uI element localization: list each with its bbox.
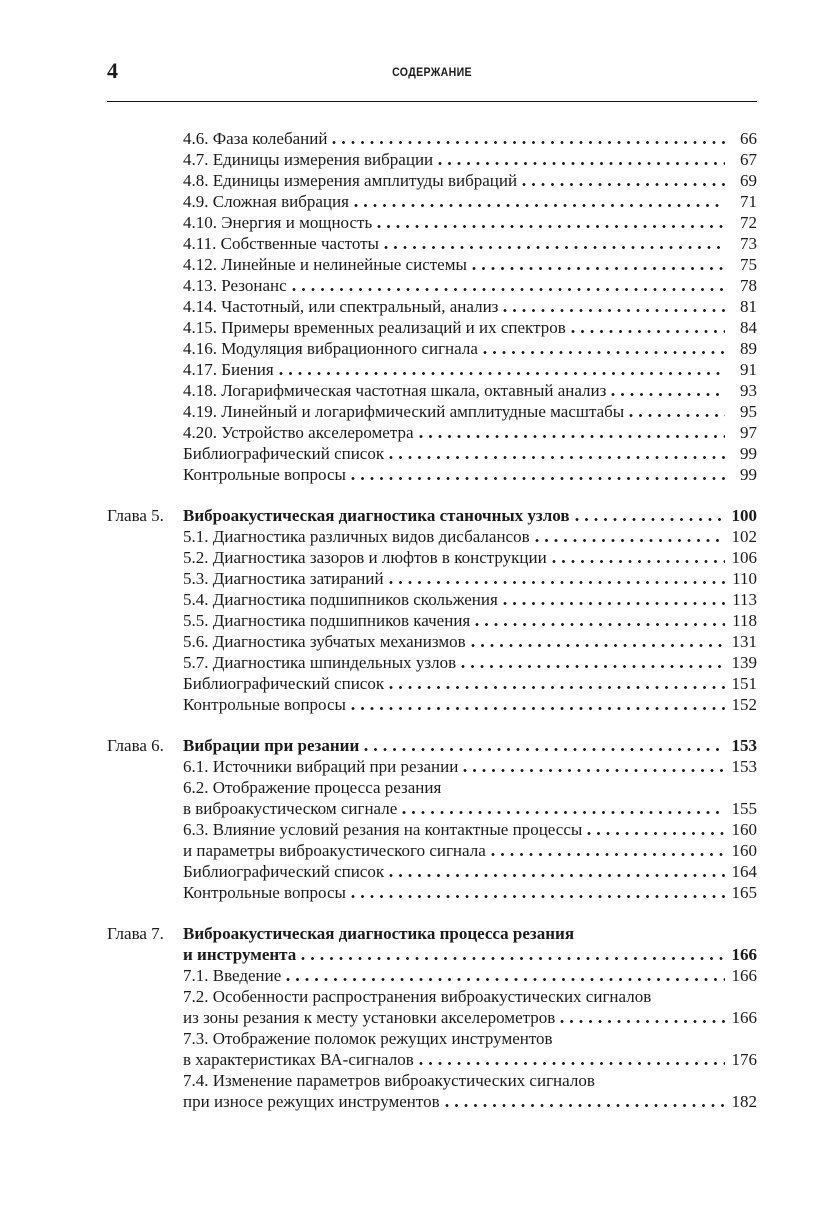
dot-leader (656, 998, 753, 1003)
dot-leader (491, 852, 725, 857)
entry-page-number: 164 (731, 862, 757, 881)
toc-row (107, 965, 757, 986)
toc-row (107, 923, 757, 944)
chapter-label: Глава 7. (107, 924, 164, 943)
toc-row (107, 944, 757, 965)
dot-leader (389, 685, 725, 690)
entry-title: в характеристиках ВА-сигналов (183, 1050, 414, 1069)
entry-page-number: 110 (732, 569, 757, 588)
entry-title: Вибрации при резании (183, 736, 360, 755)
dot-leader (351, 476, 725, 481)
entry-title: 7.3. Отображение поломок режущих инструментов (183, 1029, 553, 1048)
toc-row (107, 1007, 757, 1028)
entry-page-number: 182 (731, 1092, 757, 1111)
dot-leader (535, 538, 725, 543)
toc-section (107, 923, 757, 1112)
entry-title: 4.14. Частотный, или спектральный, анализ (183, 297, 499, 316)
entry-title: 4.7. Единицы измерения вибрации (183, 150, 434, 169)
toc-row (107, 568, 757, 589)
dot-leader (463, 768, 725, 773)
folio-page-number: 4 (107, 58, 118, 83)
page-header (107, 58, 757, 84)
toc-row (107, 464, 757, 485)
toc-row (107, 170, 757, 191)
entry-page-number: 131 (731, 632, 757, 651)
chapter-label: Глава 6. (107, 736, 164, 755)
entry-title: и параметры виброакустического сигнала (183, 841, 486, 860)
toc-row (107, 631, 757, 652)
entry-page-number: 166 (731, 945, 757, 964)
entry-page-number: 67 (740, 150, 757, 169)
entry-title: 5.6. Диагностика зубчатых механизмов (183, 632, 466, 651)
dot-leader (292, 287, 725, 292)
entry-page-number: 139 (731, 653, 757, 672)
dot-leader (384, 245, 725, 250)
toc-section (107, 735, 757, 903)
entry-title: 7.4. Изменение параметров виброакустических сигналов (183, 1071, 595, 1090)
entry-page-number: 151 (731, 674, 757, 693)
toc-row (107, 673, 757, 694)
toc-section (107, 505, 757, 715)
toc-row (107, 547, 757, 568)
entry-page-number: 153 (731, 757, 757, 776)
dot-leader (354, 203, 725, 208)
toc-row (107, 589, 757, 610)
entry-page-number: 99 (740, 444, 757, 463)
toc-row (107, 191, 757, 212)
entry-page-number: 95 (740, 402, 757, 421)
entry-page-number: 118 (732, 611, 757, 630)
dot-leader (351, 894, 725, 899)
entry-title: 5.2. Диагностика зазоров и люфтов в конструкции (183, 548, 547, 567)
dot-leader (461, 664, 725, 669)
entry-title: Виброакустическая диагностика процесса резания (183, 924, 575, 943)
entry-page-number: 72 (740, 213, 757, 232)
dot-leader (286, 977, 725, 982)
toc-row (107, 861, 757, 882)
dot-leader (445, 1103, 725, 1108)
toc-row (107, 212, 757, 233)
entry-title: Библиографический список (183, 444, 385, 463)
entry-page-number: 100 (731, 506, 757, 525)
entry-title: Виброакустическая диагностика станочных узлов (183, 506, 570, 525)
toc-list (107, 128, 757, 1112)
toc-row (107, 840, 757, 861)
toc-row (107, 756, 757, 777)
toc-row (107, 694, 757, 715)
dot-leader (389, 873, 725, 878)
entry-title: 6.2. Отображение процесса резания (183, 778, 442, 797)
entry-page-number: 160 (731, 820, 757, 839)
entry-title: 4.16. Модуляция вибрационного сигнала (183, 339, 478, 358)
entry-page-number: 66 (740, 129, 757, 148)
toc-row (107, 422, 757, 443)
entry-title: 7.2. Особенности распространения виброакустических сигналов (183, 987, 652, 1006)
entry-page-number: 153 (731, 736, 757, 755)
entry-title: 5.4. Диагностика подшипников скольжения (183, 590, 498, 609)
dot-leader (558, 1040, 753, 1045)
dot-leader (419, 1061, 725, 1066)
dot-leader (389, 580, 725, 585)
entry-title: 4.18. Логарифмическая частотная шкала, октавный анализ (183, 381, 607, 400)
dot-leader (364, 747, 725, 752)
entry-page-number: 84 (740, 318, 757, 337)
dot-leader (402, 810, 725, 815)
entry-page-number: 106 (731, 548, 757, 567)
dot-leader (446, 789, 753, 794)
dot-leader (579, 935, 753, 940)
entry-title: 4.19. Линейный и логарифмический амплитудные масштабы (183, 402, 625, 421)
entry-page-number: 89 (740, 339, 757, 358)
entry-title: 4.15. Примеры временных реализаций и их спектров (183, 318, 566, 337)
entry-title: и инструмента (183, 945, 297, 964)
entry-page-number: 69 (740, 171, 757, 190)
entry-title: из зоны резания к месту установки акселерометров (183, 1008, 556, 1027)
entry-title: 4.9. Сложная вибрация (183, 192, 349, 211)
toc-row (107, 819, 757, 840)
entry-page-number: 176 (731, 1050, 757, 1069)
dot-leader (332, 140, 725, 145)
chapter-label: Глава 5. (107, 506, 164, 525)
entry-page-number: 166 (731, 1008, 757, 1027)
entry-title: Библиографический список (183, 862, 385, 881)
dot-leader (438, 161, 725, 166)
toc-row (107, 1028, 757, 1049)
dot-leader (377, 224, 725, 229)
toc-row (107, 149, 757, 170)
entry-title: 4.10. Энергия и мощность (183, 213, 373, 232)
entry-page-number: 165 (731, 883, 757, 902)
entry-page-number: 91 (740, 360, 757, 379)
toc-row (107, 526, 757, 547)
toc-row (107, 1049, 757, 1070)
entry-title: в виброакустическом сигнале (183, 799, 398, 818)
entry-title: 7.1. Введение (183, 966, 282, 985)
toc-row (107, 338, 757, 359)
entry-page-number: 102 (731, 527, 757, 546)
entry-title: 4.17. Биения (183, 360, 274, 379)
entry-title: 4.6. Фаза колебаний (183, 129, 328, 148)
entry-page-number: 75 (740, 255, 757, 274)
toc-row (107, 275, 757, 296)
toc-row (107, 359, 757, 380)
dot-leader (629, 413, 725, 418)
dot-leader (472, 266, 725, 271)
dot-leader (483, 350, 725, 355)
entry-page-number: 166 (731, 966, 757, 985)
entry-title: Контрольные вопросы (183, 883, 346, 902)
dot-leader (301, 956, 725, 961)
toc-row (107, 986, 757, 1007)
toc-row (107, 296, 757, 317)
entry-title: 5.5. Диагностика подшипников качения (183, 611, 471, 630)
toc-row (107, 401, 757, 422)
toc-row (107, 798, 757, 819)
entry-title: 6.3. Влияние условий резания на контактные процессы (183, 820, 583, 839)
entry-title: 4.11. Собственные частоты (183, 234, 379, 253)
entry-title: 5.3. Диагностика затираний (183, 569, 384, 588)
dot-leader (475, 622, 725, 627)
toc-row (107, 1091, 757, 1112)
entry-page-number: 73 (740, 234, 757, 253)
entry-page-number: 160 (731, 841, 757, 860)
toc-row (107, 233, 757, 254)
dot-leader (600, 1082, 753, 1087)
header-rule (107, 101, 757, 102)
dot-leader (611, 392, 725, 397)
dot-leader (279, 371, 725, 376)
entry-page-number: 71 (740, 192, 757, 211)
entry-title: 6.1. Источники вибраций при резании (183, 757, 459, 776)
toc-row (107, 610, 757, 631)
toc-row (107, 777, 757, 798)
entry-title: 4.20. Устройство акселерометра (183, 423, 414, 442)
dot-leader (389, 455, 725, 460)
entry-title: при износе режущих инструментов (183, 1092, 440, 1111)
dot-leader (522, 182, 725, 187)
dot-leader (571, 329, 725, 334)
entry-page-number: 152 (731, 695, 757, 714)
running-header: СОДЕРЖАНИЕ (392, 65, 472, 79)
entry-title: Библиографический список (183, 674, 385, 693)
toc-row (107, 652, 757, 673)
dot-leader (351, 706, 725, 711)
entry-title: 4.13. Резонанс (183, 276, 287, 295)
dot-leader (503, 308, 725, 313)
toc-row (107, 505, 757, 526)
entry-page-number: 99 (740, 465, 757, 484)
page-content (107, 58, 757, 1112)
toc-row (107, 254, 757, 275)
entry-page-number: 78 (740, 276, 757, 295)
entry-page-number: 93 (740, 381, 757, 400)
toc-row (107, 735, 757, 756)
dot-leader (552, 559, 725, 564)
dot-leader (503, 601, 725, 606)
dot-leader (419, 434, 725, 439)
toc-row (107, 380, 757, 401)
dot-leader (471, 643, 725, 648)
toc-row (107, 882, 757, 903)
dot-leader (575, 517, 725, 522)
entry-title: 5.1. Диагностика различных видов дисбалансов (183, 527, 530, 546)
toc-row (107, 317, 757, 338)
entry-title: Контрольные вопросы (183, 695, 346, 714)
entry-page-number: 81 (740, 297, 757, 316)
entry-page-number: 113 (732, 590, 757, 609)
entry-title: Контрольные вопросы (183, 465, 346, 484)
toc-row (107, 128, 757, 149)
entry-title: 5.7. Диагностика шпиндельных узлов (183, 653, 457, 672)
entry-page-number: 97 (740, 423, 757, 442)
dot-leader (560, 1019, 725, 1024)
toc-row (107, 1070, 757, 1091)
dot-leader (587, 831, 725, 836)
entry-page-number: 155 (731, 799, 757, 818)
toc-row (107, 443, 757, 464)
entry-title: 4.12. Линейные и нелинейные системы (183, 255, 467, 274)
toc-section (107, 128, 757, 485)
entry-title: 4.8. Единицы измерения амплитуды вибраций (183, 171, 518, 190)
